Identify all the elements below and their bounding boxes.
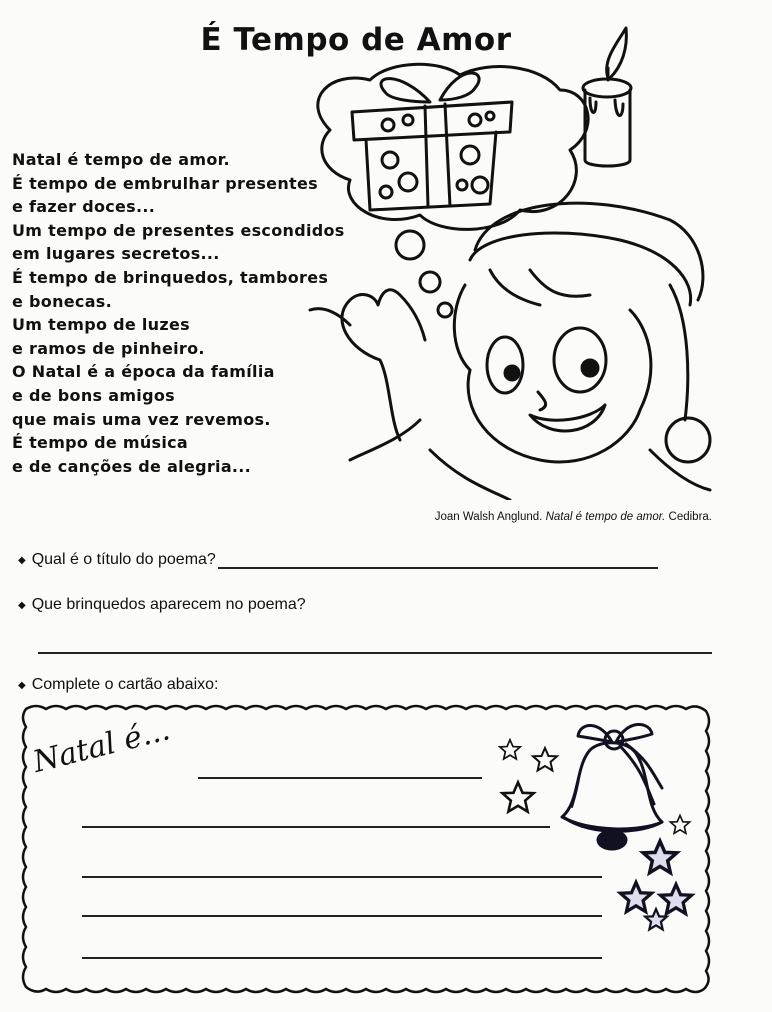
answer-line[interactable] [38, 652, 712, 654]
star-icon [620, 882, 651, 911]
question-title [18, 551, 658, 569]
star-icon [645, 909, 667, 929]
star-icon [660, 884, 691, 913]
answer-line[interactable] [218, 567, 658, 569]
credit-work: Natal é tempo de amor. [545, 511, 666, 523]
poem [12, 148, 345, 478]
poem-line: O Natal é a época da família [12, 362, 275, 382]
question-text: Que brinquedos aparecem no poema? [31, 596, 306, 613]
star-icon [533, 748, 557, 771]
bullet-icon: ◆ [18, 555, 26, 566]
bullet-icon: ◆ [18, 600, 26, 611]
card-title: Natal é... [29, 712, 174, 780]
stars-decoration [490, 730, 710, 940]
poem-line: em lugares secretos... [12, 244, 220, 264]
poem-line: e bonecas. [12, 291, 112, 311]
credit-publisher: Cedibra. [668, 511, 712, 523]
star-icon [502, 782, 533, 811]
poem-line: É tempo de embrulhar presentes [12, 173, 318, 193]
question-card [18, 676, 218, 694]
poem-line: Natal é tempo de amor. [12, 150, 230, 169]
poem-line: É tempo de música [12, 433, 189, 453]
poem-line: É tempo de brinquedos, tambores [12, 267, 329, 287]
poem-line: Um tempo de luzes [12, 315, 190, 335]
poem-line: e ramos de pinheiro. [12, 338, 205, 358]
question-text: Complete o cartão abaixo: [31, 676, 219, 693]
gift-icon [352, 73, 512, 210]
star-icon [643, 841, 677, 873]
poem-line: e fazer doces... [12, 197, 156, 217]
poem-line: Um tempo de presentes escondidos [12, 220, 345, 240]
child-illustration [290, 20, 730, 500]
card-line[interactable] [82, 957, 602, 959]
question-text: Qual é o título do poema? [31, 551, 216, 568]
card-line[interactable] [198, 777, 482, 779]
credit-author: Joan Walsh Anglund. [434, 511, 543, 523]
question-toys [18, 596, 306, 614]
bullet-icon: ◆ [18, 680, 26, 691]
poem-line: que mais uma vez revemos. [12, 409, 271, 429]
star-icon [670, 815, 689, 833]
poem-line: e de bons amigos [12, 385, 175, 405]
page-title: É Tempo de Amor [200, 22, 512, 58]
card-line[interactable] [82, 826, 550, 828]
candle-icon [583, 28, 631, 166]
poem-line: e de canções de alegria... [12, 456, 252, 476]
poem-credit [435, 511, 712, 523]
star-icon [500, 740, 520, 759]
